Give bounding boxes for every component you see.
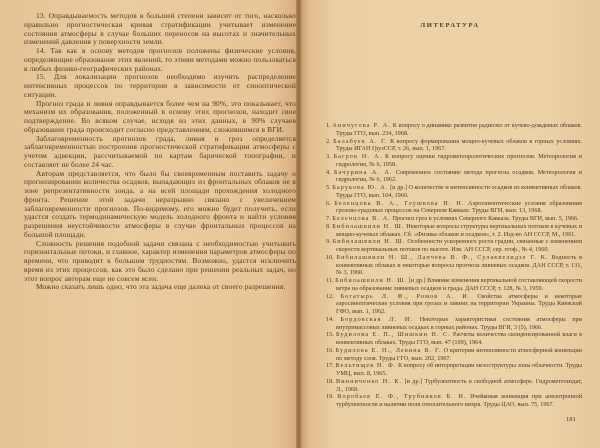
reference-text: Водность в конвективных облаках и некоторые вопросы прогноза ливневых осадков. ДАН СССР, т. 131, № 3, 1960.: [336, 253, 583, 277]
reference-authors: Беленцова В. А., Глушкова Н. Н.: [334, 199, 465, 207]
paragraph: Прогноз града и ливня оправдывается более чем на 90%, это показывает, что механизм их образования, положенный в основу этих прогнозов, находит свое подтверждение. Во всяком случае, исходя из этих данных, в 90% случаев образование града происходит согласно представлениям, сложившимся в ВГИ.: [24, 98, 296, 134]
reference-number: 17.: [326, 362, 334, 370]
page-number: 181: [566, 416, 576, 423]
reference-text: К вопросу об интерпретации мезоструктуры зоны облачности. Труды УМЦ, вып. 8, 1965.: [336, 362, 583, 377]
paragraph: 13. Оправдываемость методов в большей степени зависит от того, насколько правильно прогностическая кривая стратификации учитывает изменение состояния атмосферы в случае больших переносов на высотах и значительных изменений давления у поверхности земли.: [24, 11, 296, 47]
reference-item: [326, 223, 582, 239]
reference-number: 19.: [326, 393, 334, 401]
reference-authors: Багров Н. А.: [333, 153, 383, 160]
reference-text: К вопросу оценки гидрометеорологических прогнозов. Метеорология и гидрология, № 6, 1958.: [336, 153, 583, 168]
reference-text: К вопросу о динамике развития радиоэхо от кучево-дождевых облаков. Труды ГГО, вып. 234, 1968.: [336, 122, 583, 137]
reference-authors: Бачурина А. А.: [333, 168, 393, 176]
reference-text: Современное состояние метода прогноза осадков. Метеорология и гидрология, № 6, 1962.: [336, 168, 583, 184]
reference-authors: Винниченко Н. К.: [336, 377, 403, 385]
reference-number: 18.: [326, 377, 334, 385]
reference-number: 10.: [326, 253, 334, 261]
reference-item: [326, 254, 582, 277]
reference-authors: Бибилашвили Н. Ш.: [332, 222, 405, 230]
reference-number: 7.: [326, 215, 331, 222]
left-page-text: [24, 12, 296, 292]
reference-number: 1.: [326, 122, 331, 129]
reference-number: 4.: [326, 168, 331, 176]
reference-number: 3.: [326, 153, 331, 160]
reference-number: 6.: [326, 199, 331, 207]
reference-authors: Вельтищев Н. Ф.: [335, 362, 397, 370]
reference-number: 14.: [326, 315, 334, 323]
reference-item: [326, 122, 582, 138]
reference-item: [326, 347, 582, 363]
book-spine: [296, 0, 302, 448]
reference-authors: Бибилашвили Н. Ш.: [332, 238, 406, 246]
reference-text: Расчеты количества сконденсированной влаги в конвективных облаках. Труды ГГО, вып. 47 (109), 1964.: [336, 331, 582, 346]
reference-item: [326, 215, 582, 223]
reference-text: Некоторые характеристики состояния атмосферы при внутримассовых ливневых осадках в горных районах. Труды ВГИ, 3 (5), 1966.: [336, 315, 582, 331]
reference-item: [326, 331, 582, 347]
reference-number: 16.: [326, 346, 334, 354]
paragraph: 15. Для локализации прогнозов необходимо изучить распределение интенсивных процессов по территории в зависимости от синоптической ситуации.: [24, 72, 296, 99]
reference-authors: Богатырь Л. Ф., Ромов А. И.: [340, 292, 471, 300]
paragraph: 14. Так как в основу методов прогнозов положены физические условия, определяющие образование этих явлений, то этими методами можно пользоваться в любых физико-географических районах.: [24, 46, 296, 73]
reference-item: [326, 200, 582, 216]
reference-authors: Будилова Е. П., Левина В. Г.: [335, 346, 442, 354]
reference-item: [326, 169, 582, 185]
reference-text: Свойства атмосферы и некоторые аэросиноптические условия при грозах и ливнях на территории Украины. Труды Киевской ГФО, вып. 1, 1962.: [336, 292, 583, 315]
reference-item: [326, 138, 582, 154]
reference-text: Прогноз гроз в условиях Северного Кавказа. Труды ВГИ, вып. 5, 1966.: [392, 215, 579, 222]
reference-text: К вопросу формирования мощно-кучевых облаков в горных условиях. Труды ИГАН ГрузССР, т. 26, вып. 1, 1967.: [336, 137, 583, 153]
paragraph: Можно сказать лишь одно, что эта задача еще далека от своего разрешения.: [36, 282, 286, 292]
reference-number: 5.: [326, 184, 331, 191]
reference-item: [326, 362, 582, 378]
paragraph: Заблаговременность прогнозов града, ливня и гроз определяется заблаговременностью построения прогностической стратификации атмосферы с учетом адвекции, рассчитываемой по картам барической топографии, и составляет не более 24 час.: [24, 133, 296, 169]
reference-authors: Беленцова В. А.: [332, 215, 391, 222]
reference-item: [326, 378, 582, 394]
reference-item: [326, 293, 582, 316]
reference-authors: Бордовская Л. И.: [340, 315, 414, 323]
reference-authors: Барукова Ю. А.: [332, 184, 389, 191]
reference-number: 15.: [326, 331, 334, 339]
reference-number: 8.: [326, 222, 331, 230]
bibliography-title: ЛИТЕРАТУРА: [420, 22, 480, 29]
reference-number: 11.: [326, 277, 334, 284]
reference-item: [326, 316, 582, 332]
reference-item: [326, 393, 582, 409]
reference-item: [326, 238, 582, 254]
reference-number: 12.: [326, 292, 334, 300]
reference-authors: Бибилашвили Н. Ш.: [335, 277, 408, 284]
reference-text: Аэросиноптические условия образования грозово-градовых процессов на Северном Кавказе. Труды ВГИ, вып. 13, 1968.: [336, 199, 583, 215]
reference-text: Особенности ускоренного роста градин, связанные с изменением скорости вертикальных потоков по высоте. Изв. АН СССР, сер. геоф., № 4, 1960.: [336, 238, 583, 253]
reference-text: Ячейковая конвекция при анизотропной турбулентности и наличии поля относительного вихря. Труды ЦАО, вып. 75, 1967.: [336, 393, 582, 408]
reference-text: Некоторые вопросы структуры вертикальных потоков в кучевых и мощно-кучевых облаках. Сб. «Физика облаков и осадков», т. 2. Изд-во АН СССР, М., 1961.: [336, 222, 583, 238]
paragraph: Сложность решения подобной задачи связана с необходимостью учитывать горизонтальные потоки, и главное, характер изменения параметров атмосферы по времени, что приводит к большим трудностям. Возможно, удастся исключить время из этих процессов, как это было сделано при решении реальных задач, но этот вопрос авторам еще не совсем ясен.: [24, 238, 296, 283]
reference-authors: Воробьев Е. Ф., Трубников Б. Н.: [337, 393, 467, 401]
reference-item: [326, 277, 582, 293]
paragraph: Авторам представляется, что было бы своевременным поставить задачу о прогнозировании количества осадков, выпадающих из фронтальных облаков не в зоне репрезентативности зонда, а на всей площади прохождения холодного фронта. Решение этой задачи неразрывно связано с увеличением заблаговременности прогнозов. По-видимому, его можно будет получить, если удастся создать термодинамическую модель холодного фронта и найти условия разрешения неустойчивости атмосферы в случае фронтальных процессов на большой площади.: [24, 168, 296, 239]
reference-item: [326, 184, 582, 200]
reference-item: [326, 153, 582, 169]
reference-authors: Аничугова Р. А.: [332, 122, 391, 129]
reference-text: [и др.] Турбулентность в свободной атмосфере. Гидрометеоиздат, Л., 1968.: [336, 377, 582, 393]
reference-text: [и др.] Влияние изменения вертикальной составляющей скорости ветра на образование ливневых осадков и града. ДАН СССР, т. 128, № 3, 1959.: [336, 277, 583, 292]
reference-text: О критерии интенсивности атмосферной конвекции по методу слоя. Труды ГГО, вып. 202, 1967.: [336, 346, 582, 362]
reference-number: 2.: [326, 137, 331, 145]
reference-list: [326, 122, 582, 409]
reference-authors: Балабуев А. Г.: [333, 137, 388, 145]
reference-number: 9.: [326, 238, 331, 246]
reference-text: [и др.] О количестве и интенсивности осадков из конвективных облаков. Труды ГГО, вып. 104, 1960.: [336, 184, 583, 199]
reference-authors: Бибилашвили Н. Ш., Лапчева В. Ф., Сулаквелидзе Г. К.: [336, 253, 549, 261]
reference-authors: Будилова Е. П., Шишкин Н. С.: [335, 331, 451, 339]
